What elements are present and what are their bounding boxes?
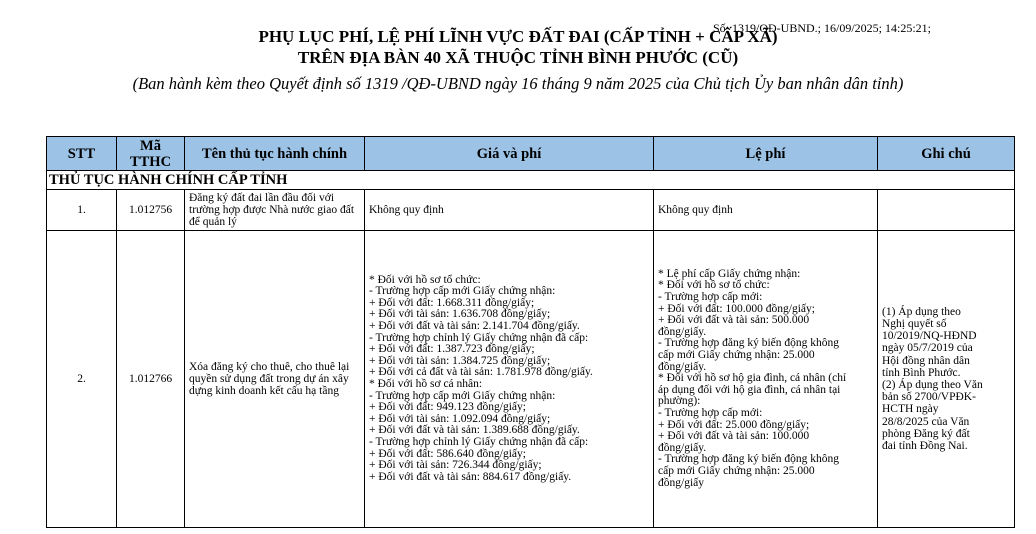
row-stt: 2. [47,231,117,528]
price-line: - Trường hợp chỉnh lý Giấy chứng nhận đã cấp: [369,331,589,344]
fee-line: đồng/giấy. [658,441,707,454]
section-title: THỦ TỤC HÀNH CHÍNH CẤP TỈNH [47,171,1015,190]
header-stt: STT [47,137,117,171]
row-price [365,231,654,528]
price-line: + Đối với tài sản: 1.384.725 đồng/giấy; [369,354,551,367]
fee-line: đồng/giấy [658,476,704,489]
note-line: Nghị quyết số [882,317,947,330]
fee-line: phường): [658,395,701,408]
fee-line: cấp mới Giấy chứng nhận: 25.000 [658,349,815,362]
fee-line: - Trường hợp cấp mới: [658,291,763,304]
price-line: + Đối với đất và tài sản: 1.389.688 đồng/giấy. [369,424,580,437]
row-note [878,231,1015,528]
fee-line: * Lệ phí cấp Giấy chứng nhận: [658,267,801,280]
fee-line: - Trường hợp cấp mới: [658,406,763,419]
price-line: + Đối với đất: 949.123 đồng/giấy; [369,401,526,414]
fee-line: * Đối với hồ sơ hộ gia đình, cá nhân (chỉ [658,372,847,385]
table-row [47,190,1015,231]
price-line: * Đối với hồ sơ tổ chức: [369,273,481,286]
note-line: (1) Áp dụng theo [882,305,961,318]
row-fee [654,231,878,528]
header-price: Giá và phí [365,137,654,171]
fee-line: áp dụng đối với hộ gia đình, cá nhân tại [658,383,841,396]
note-line: đai tỉnh Đồng Nai. [882,440,968,453]
price-line: + Đối với đất và tài sản: 884.617 đồng/giấy. [369,470,572,483]
fee-line: - Trường hợp đăng ký biến động không [658,337,839,350]
price-line: - Trường hợp chỉnh lý Giấy chứng nhận đã cấp: [369,435,589,448]
price-line: + Đối với đất: 586.640 đồng/giấy; [369,447,526,460]
row-procedure-name: Đăng ký đất đai lần đầu đối với trường hợp được Nhà nước giao đất để quản lý [185,190,365,231]
note-line: 10/2019/NQ-HĐND [882,330,977,343]
row-note [878,190,1015,231]
note-line: bản số 2700/VPĐK- [882,391,976,404]
page-subtitle: (Ban hành kèm theo Quyết định số 1319 /QĐ-UBND ngày 16 tháng 9 năm 2025 của Chủ tịch Ủy ban nhân dân tỉnh) [132,74,904,93]
header-code: Mã TTHC [117,137,185,171]
row-price: Không quy định [365,190,654,231]
fee-line: * Đối với hồ sơ tổ chức: [658,279,770,292]
price-line: + Đối với tài sản: 1.092.094 đồng/giấy; [369,412,551,425]
table-row [47,231,1015,528]
price-line: + Đối với đất: 1.387.723 đồng/giấy; [369,343,535,356]
row-fee: Không quy định [654,190,878,231]
page-title-line2: TRÊN ĐỊA BÀN 40 XÃ THUỘC TỈNH BÌNH PHƯỚC (CŨ) [297,48,739,67]
price-line: + Đối với đất và tài sản: 2.141.704 đồng/giấy. [369,320,580,333]
row-procedure-name: Xóa đăng ký cho thuê, cho thuê lại quyền sử dụng đất trong dự án xây dựng kinh doanh kết cấu hạ tầng [185,231,365,528]
page-title: PHỤ LỤC PHÍ, LỆ PHÍ LĨNH VỰC ĐẤT ĐAI (CẤP TỈNH + CẤP XÃ) [258,27,778,46]
row-stt: 1. [47,190,117,231]
fee-line: + Đối với đất: 25.000 đồng/giấy; [658,418,810,431]
document-stamp: Số: 1319/QĐ-UBND.; 16/09/2025; 14:25:21; [713,21,932,35]
note-line: HCTH ngày [882,403,939,416]
price-line: * Đối với hồ sơ cá nhân: [369,378,483,390]
fee-line: đồng/giấy. [658,325,707,338]
price-line: - Trường hợp cấp mới Giấy chứng nhận: [369,285,556,298]
price-line: + Đối với cả đất và tài sản: 1.781.978 đồng/giấy. [369,366,593,379]
price-line: + Đối với tài sản: 726.344 đồng/giấy; [369,459,542,472]
price-line: - Trường hợp cấp mới Giấy chứng nhận: [369,389,556,402]
fee-line: đồng/giấy. [658,360,707,373]
row-code: 1.012756 [117,190,185,231]
section-row [47,171,1015,190]
note-line: ngày 05/7/2019 của [882,342,973,355]
header-procedure-name: Tên thủ tục hành chính [185,137,365,171]
note-line: phòng Đăng ký đất [882,427,970,440]
price-line: + Đối với đất: 1.668.311 đồng/giấy; [369,296,535,309]
fee-line: + Đối với đất: 100.000 đồng/giấy; [658,302,815,315]
fee-line: cấp mới Giấy chứng nhận: 25.000 [658,464,815,477]
note-line: 28/8/2025 của Văn [882,415,970,428]
fee-line: + Đối với đất và tài sản: 500.000 [658,314,810,327]
fee-table [46,136,1015,528]
header-note: Ghi chú [878,137,1015,171]
fee-line: - Trường hợp đăng ký biến động không [658,453,839,466]
header-fee: Lệ phí [654,137,878,171]
table-header-row [47,137,1015,171]
note-line: (2) Áp dụng theo Văn [882,379,983,391]
note-line: Hội đồng nhân dân [882,354,970,367]
price-line: + Đối với tài sản: 1.636.708 đồng/giấy; [369,308,551,321]
note-line: tỉnh Bình Phước. [882,366,961,379]
row-code: 1.012766 [117,231,185,528]
fee-line: + Đối với đất và tài sản: 100.000 [658,430,810,443]
